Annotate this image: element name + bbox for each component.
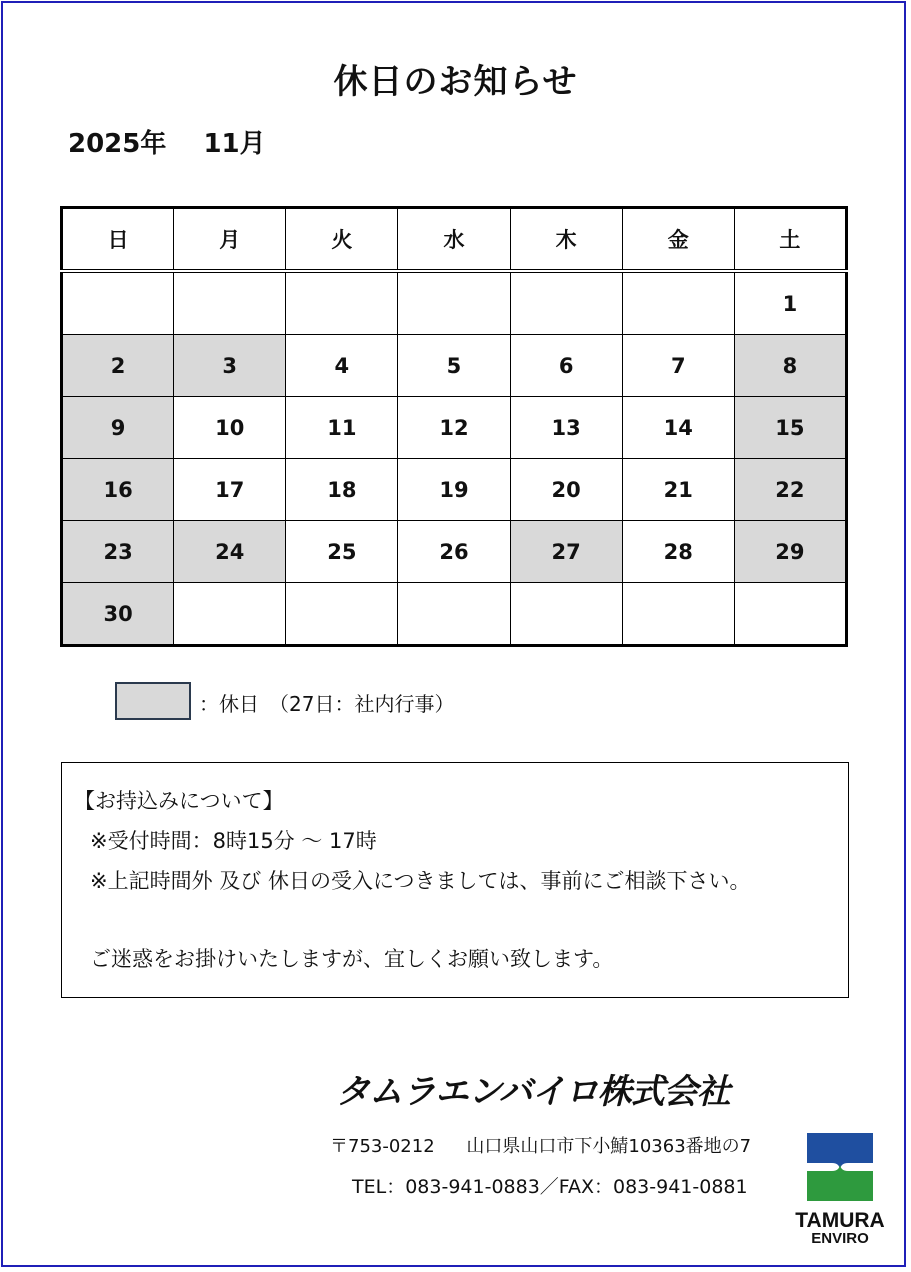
calendar-empty-cell bbox=[174, 271, 286, 335]
weekday-header: 木 bbox=[510, 208, 622, 272]
notice-box bbox=[61, 762, 849, 998]
calendar-day-cell: 26 bbox=[398, 521, 510, 583]
calendar-day-cell: 18 bbox=[286, 459, 398, 521]
calendar-day-cell: 6 bbox=[510, 335, 622, 397]
postal-code: 〒753-0212 bbox=[330, 1136, 435, 1157]
weekday-header: 水 bbox=[398, 208, 510, 272]
calendar-day-cell: 4 bbox=[286, 335, 398, 397]
company-address-line bbox=[330, 1132, 751, 1158]
calendar-week-row bbox=[62, 397, 847, 459]
month-label: 11月 bbox=[203, 129, 266, 159]
calendar-day-cell: 22 bbox=[734, 459, 846, 521]
year-label: 2025年 bbox=[68, 129, 167, 159]
calendar-empty-cell bbox=[398, 583, 510, 646]
calendar-week-row bbox=[62, 335, 847, 397]
calendar-day-cell: 17 bbox=[174, 459, 286, 521]
weekday-header: 土 bbox=[734, 208, 846, 272]
notice-consult: ※上記時間外 及び 休日の受入につきましては、事前にご相談下さい。 bbox=[90, 869, 751, 893]
calendar-week-row bbox=[62, 271, 847, 335]
weekday-header: 月 bbox=[174, 208, 286, 272]
calendar-day-cell: 1 bbox=[734, 271, 846, 335]
calendar-empty-cell bbox=[62, 271, 174, 335]
calendar-day-cell: 15 bbox=[734, 397, 846, 459]
calendar-empty-cell bbox=[398, 271, 510, 335]
calendar-day-cell: 30 bbox=[62, 583, 174, 646]
calendar-empty-cell bbox=[174, 583, 286, 646]
calendar-table bbox=[60, 206, 848, 647]
calendar-day-cell: 25 bbox=[286, 521, 398, 583]
year-month bbox=[68, 123, 266, 160]
legend-text: ：休日 （27日：社内行事） bbox=[199, 692, 455, 716]
calendar-day-cell: 9 bbox=[62, 397, 174, 459]
calendar-day-cell: 23 bbox=[62, 521, 174, 583]
calendar-day-cell: 13 bbox=[510, 397, 622, 459]
weekday-header: 金 bbox=[622, 208, 734, 272]
logo-text-enviro: ENVIRO bbox=[811, 1230, 869, 1247]
calendar-week-row bbox=[62, 521, 847, 583]
weekday-header: 日 bbox=[62, 208, 174, 272]
calendar-day-cell: 24 bbox=[174, 521, 286, 583]
calendar-empty-cell bbox=[622, 583, 734, 646]
calendar-day-cell: 20 bbox=[510, 459, 622, 521]
calendar-day-cell: 14 bbox=[622, 397, 734, 459]
logo-mark-icon bbox=[807, 1133, 873, 1205]
company-name: タムラエンバイロ株式会社 bbox=[336, 1072, 730, 1112]
calendar-day-cell: 21 bbox=[622, 459, 734, 521]
calendar-day-cell: 8 bbox=[734, 335, 846, 397]
address: 山口県山口市下小鯖10363番地の7 bbox=[466, 1136, 752, 1157]
calendar-empty-cell bbox=[286, 271, 398, 335]
calendar-empty-cell bbox=[510, 583, 622, 646]
calendar-day-cell: 2 bbox=[62, 335, 174, 397]
holiday-swatch bbox=[115, 682, 191, 720]
calendar-day-cell: 29 bbox=[734, 521, 846, 583]
calendar-day-cell: 12 bbox=[398, 397, 510, 459]
notice-heading: 【お持込みについて】 bbox=[74, 789, 284, 813]
calendar-day-cell: 11 bbox=[286, 397, 398, 459]
calendar-empty-cell bbox=[622, 271, 734, 335]
calendar-day-cell: 28 bbox=[622, 521, 734, 583]
notice-apology: ご迷惑をお掛けいたしますが、宜しくお願い致します。 bbox=[90, 947, 614, 971]
calendar-day-cell: 27 bbox=[510, 521, 622, 583]
weekday-header: 火 bbox=[286, 208, 398, 272]
logo-text-tamura: TAMURA bbox=[795, 1209, 885, 1232]
calendar-empty-cell bbox=[286, 583, 398, 646]
company-logo bbox=[790, 1133, 890, 1253]
page-title: 休日のお知らせ bbox=[333, 62, 578, 102]
calendar-day-cell: 3 bbox=[174, 335, 286, 397]
calendar-empty-cell bbox=[734, 583, 846, 646]
calendar-day-cell: 10 bbox=[174, 397, 286, 459]
contact-numbers: TEL：083-941-0883／FAX：083-941-0881 bbox=[352, 1176, 748, 1198]
calendar-day-cell: 19 bbox=[398, 459, 510, 521]
calendar-day-cell: 7 bbox=[622, 335, 734, 397]
weekday-header-row bbox=[62, 208, 847, 272]
calendar-day-cell: 16 bbox=[62, 459, 174, 521]
calendar-week-row bbox=[62, 583, 847, 646]
calendar-week-row bbox=[62, 459, 847, 521]
notice-hours: ※受付時間：8時15分 ～ 17時 bbox=[90, 829, 377, 853]
calendar-day-cell: 5 bbox=[398, 335, 510, 397]
calendar-empty-cell bbox=[510, 271, 622, 335]
